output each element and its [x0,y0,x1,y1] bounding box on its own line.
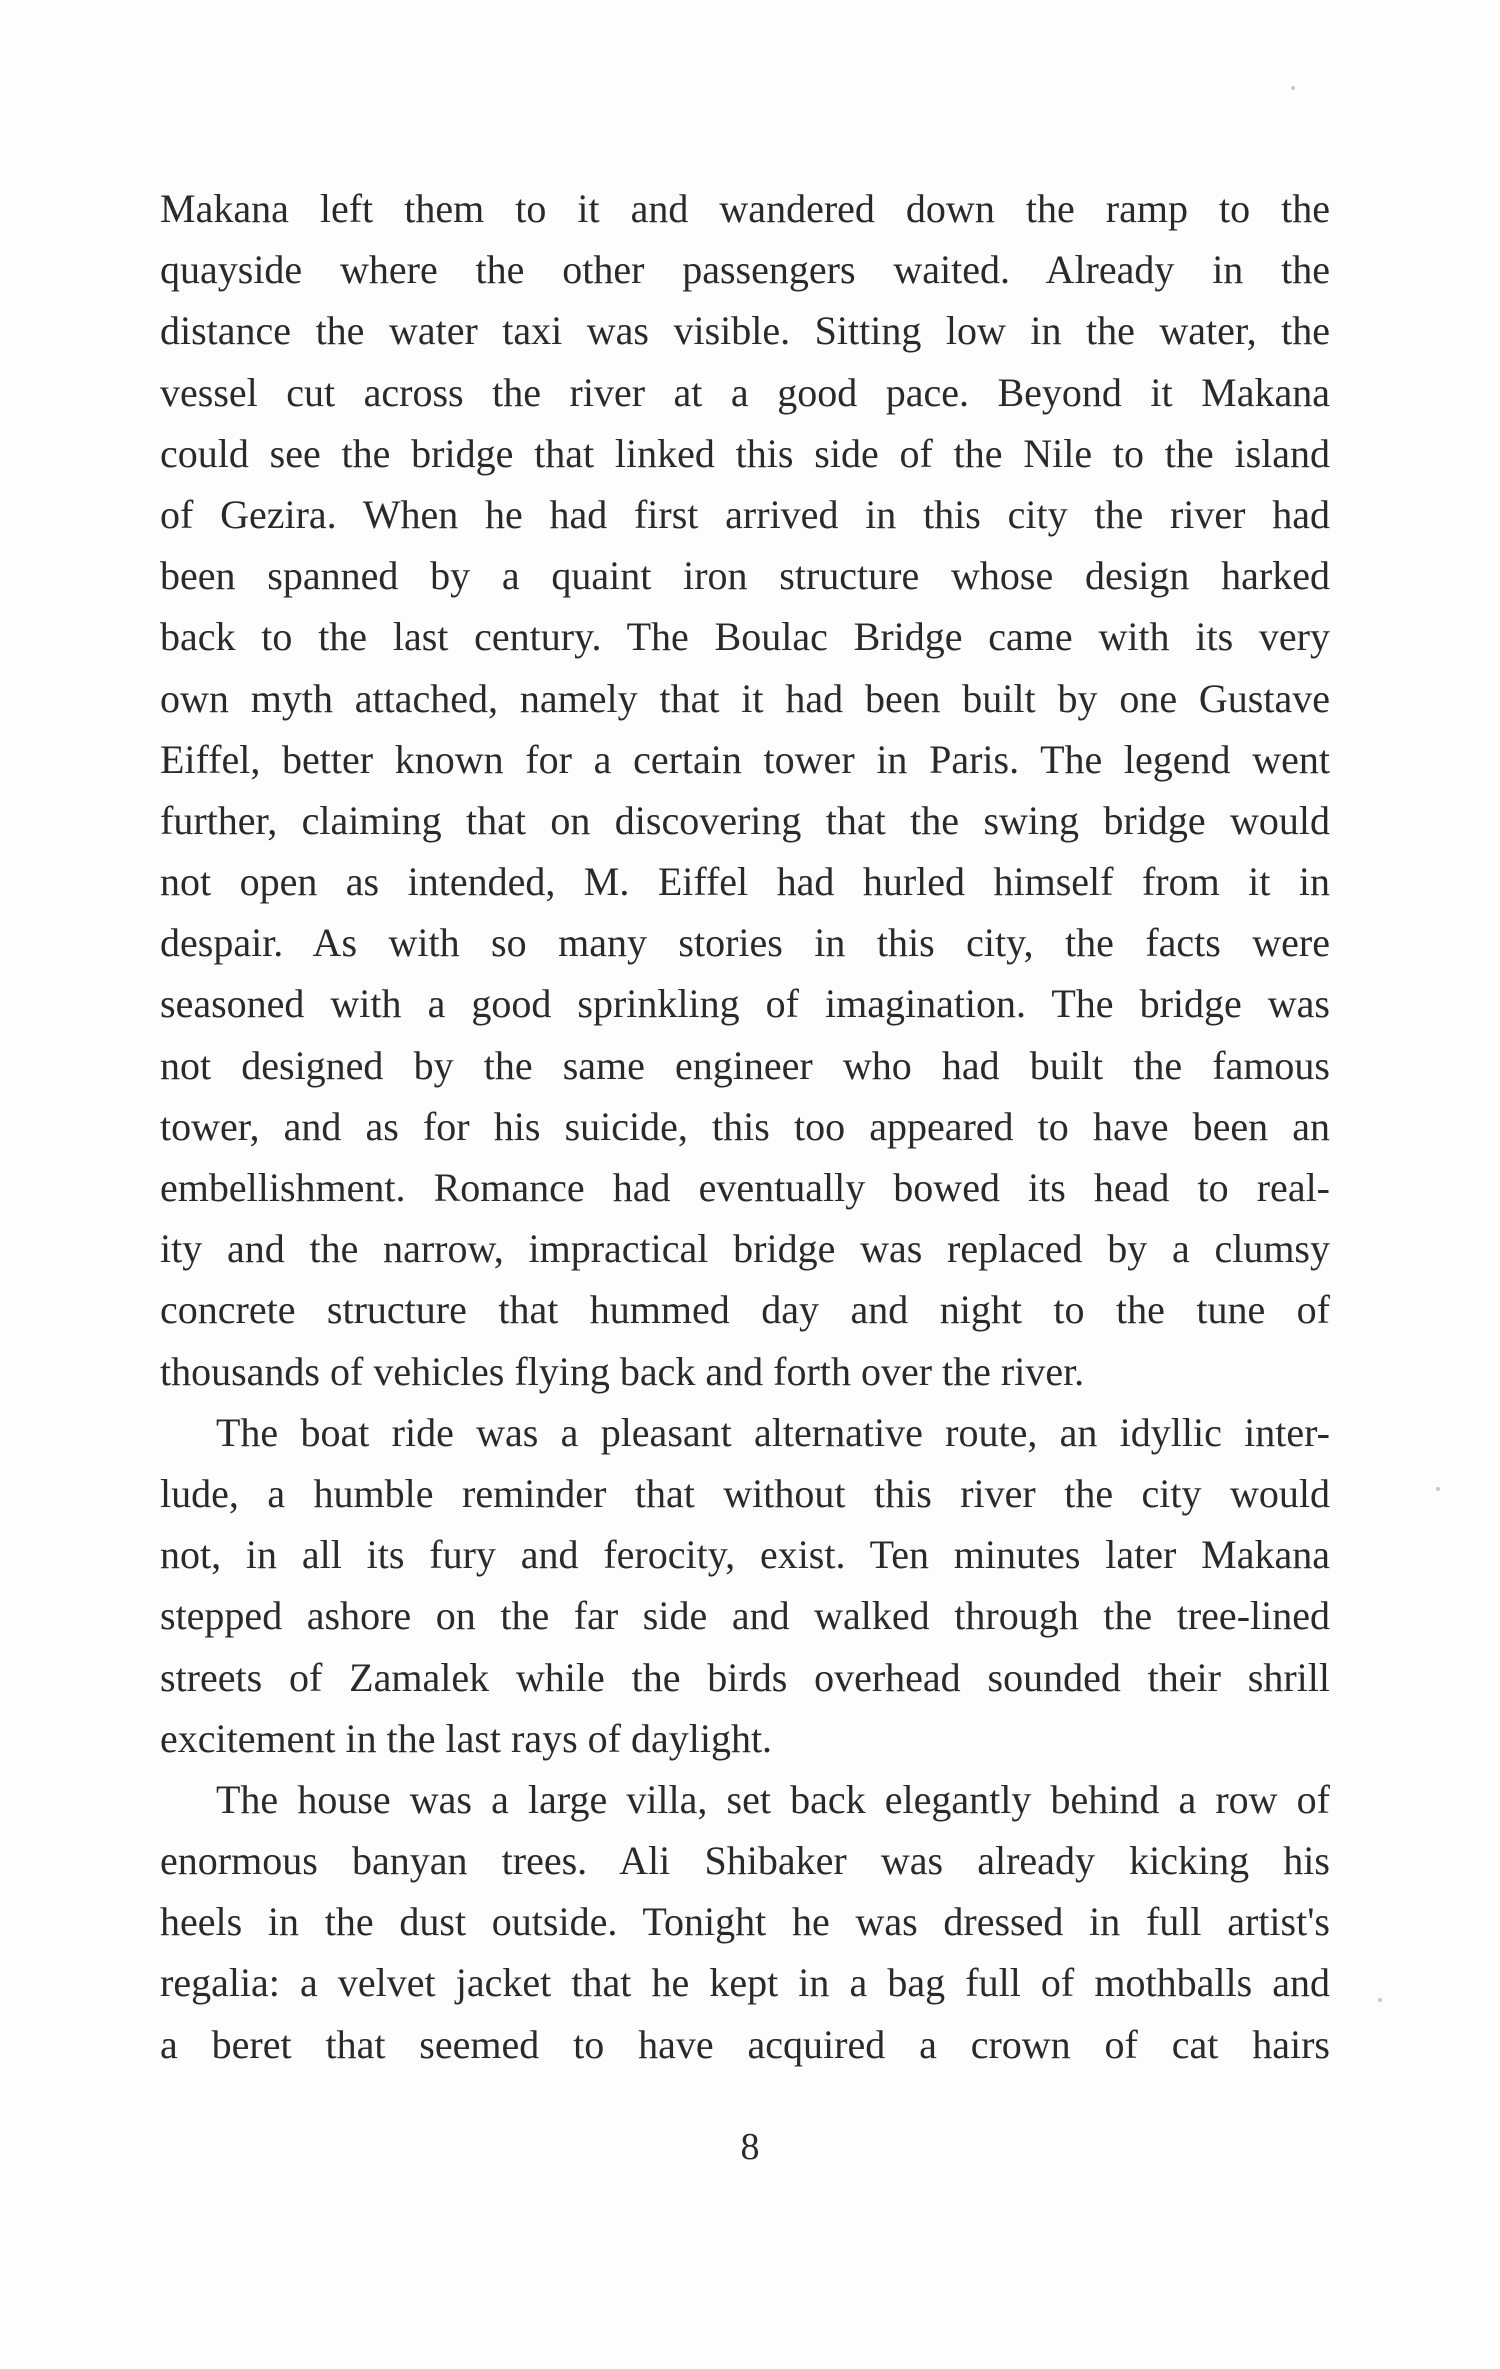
text-line: stepped ashore on the far side and walked through the tree-lined [160,1593,1330,1639]
text-line: been spanned by a quaint iron structure whose design harked [160,553,1330,599]
text-line: lude, a humble reminder that without this river the city would [160,1470,1330,1516]
text-line: further, claiming that on discovering that the swing bridge would [160,797,1330,843]
text-line: a beret that seemed to have acquired a crown of cat hairs [160,2021,1330,2067]
text-line: streets of Zamalek while the birds overhead sounded their shrill [160,1654,1330,1700]
text-line: not designed by the same engineer who had built the famous [160,1042,1330,1088]
text-line: thousands of vehicles flying back and forth over the river. [160,1348,1085,1394]
text-line: distance the water taxi was visible. Sitting low in the water, the [160,308,1330,354]
text-line: regalia: a velvet jacket that he kept in a bag full of mothballs and [160,1960,1330,2006]
text-line: heels in the dust outside. Tonight he was dressed in full artist's [160,1899,1330,1945]
text-line: not, in all its fury and ferocity, exist. Ten minutes later Makana [160,1532,1330,1578]
text-line: despair. As with so many stories in this city, the facts were [160,920,1330,966]
text-line: The boat ride was a pleasant alternative route, an idyllic inter- [216,1409,1330,1455]
text-line: The house was a large villa, set back elegantly behind a row of [216,1776,1330,1822]
text-line: Makana left them to it and wandered down the ramp to the [160,186,1330,231]
body-text [160,178,1330,2075]
text-line: enormous banyan trees. Ali Shibaker was already kicking his [160,1838,1330,1884]
text-line: not open as intended, M. Eiffel had hurled himself from it in [160,859,1330,905]
text-line: quayside where the other passengers waited. Already in the [160,247,1330,293]
scan-speck [1291,86,1295,90]
paragraph-3 [160,1769,1330,2075]
scan-speck [1378,1998,1382,2002]
text-line: Eiffel, better known for a certain tower in Paris. The legend went [160,736,1330,782]
text-line: ity and the narrow, impractical bridge was replaced by a clumsy [160,1226,1330,1272]
text-line: seasoned with a good sprinkling of imagination. The bridge was [160,981,1330,1027]
text-line: vessel cut across the river at a good pace. Beyond it Makana [160,369,1330,415]
text-line: of Gezira. When he had first arrived in this city the river had [160,491,1330,537]
text-line: could see the bridge that linked this side of the Nile to the island [160,430,1330,476]
scan-speck [1436,1487,1440,1491]
text-line: own myth attached, namely that it had been built by one Gustave [160,675,1330,721]
paragraph-1 [160,178,1330,1402]
text-line: tower, and as for his suicide, this too appeared to have been an [160,1103,1330,1149]
text-line: back to the last century. The Boulac Bridge came with its very [160,614,1330,660]
text-line: excitement in the last rays of daylight. [160,1715,773,1761]
text-line: concrete structure that hummed day and night to the tune of [160,1287,1330,1333]
paragraph-2 [160,1402,1330,1769]
text-line: embellishment. Romance had eventually bowed its head to real- [160,1165,1330,1210]
page-number: 8 [740,2126,760,2168]
